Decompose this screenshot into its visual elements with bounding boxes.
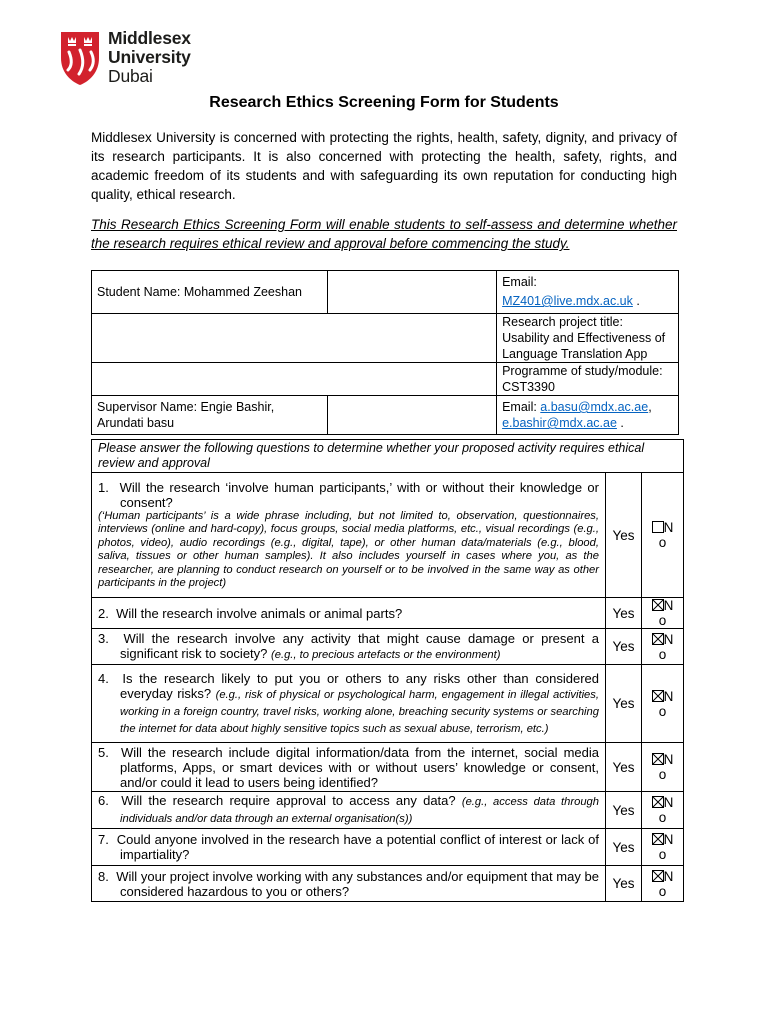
page-title: Research Ethics Screening Form for Students [209,94,559,111]
question-text [98,631,599,663]
no-label-bottom: o [658,810,667,825]
questions-header: Please answer the following questions to determine whether your proposed activity requires ethical review and approval [92,440,684,473]
no-checkbox[interactable] [652,521,664,533]
no-label-top: N [663,752,674,767]
no-label-bottom: o [658,535,667,550]
no-label-top: N [663,598,674,613]
no-label-bottom: o [658,847,667,862]
question-row [92,866,684,902]
empty-cell [92,314,497,363]
question-text [98,869,599,899]
university-crest-icon [60,30,100,86]
question-label: Will the research involve any activity that might cause damage or present a significant risk to society? [120,630,599,661]
checkbox-x-icon [653,834,663,844]
question-cell [92,629,606,665]
university-logo [60,30,191,86]
question-cell [92,866,606,902]
yes-label: Yes [612,839,635,855]
question-number: 5. [98,744,109,760]
no-checkbox-checked[interactable] [652,833,664,845]
no-checkbox-checked[interactable] [652,796,664,808]
question-number: 8. [98,868,109,884]
empty-cell [327,271,497,314]
question-number: 3. [98,630,109,646]
email-label: Email: [502,275,537,289]
question-number: 2. [98,605,109,621]
no-option[interactable] [642,598,684,629]
yes-option[interactable] [606,792,642,829]
question-number: 7. [98,832,109,847]
yes-option[interactable] [606,743,642,792]
question-text [98,606,599,621]
question-cell [92,665,606,743]
student-email-cell [497,271,679,314]
intro-emphasis-paragraph: This Research Ethics Screening Form will enable students to self-assess and determine whether the research requires ethical review and approval before commencing the study. [91,217,677,251]
yes-option[interactable] [606,473,642,598]
question-row [92,743,684,792]
yes-option[interactable] [606,866,642,902]
question-note: (e.g., to precious artefacts or the environment) [271,648,501,661]
yes-option[interactable] [606,665,642,743]
checkbox-x-icon [653,871,663,881]
checkbox-x-icon [653,754,663,764]
question-row [92,665,684,743]
student-email-link[interactable]: MZ401@live.mdx.ac.uk [502,294,633,308]
no-label-top: N [663,832,674,847]
question-note: (e.g., access data through individuals and/or data through an external organisation(s)) [120,796,599,825]
student-name-cell: Student Name: Mohammed Zeeshan [92,271,328,314]
question-label: Could anyone involved in the research have a potential conflict of interest or lack of impartiality? [116,832,599,862]
question-cell [92,473,606,598]
question-note: (‘Human participants’ is a wide phrase including, but not limited to, observation, questionnaires, interviews (online and hard-copy), focus groups, social media platforms, etc., visual recordings (e.g., photos, video), audio recordings (e.g., digital, tape), or other human data/materials (e.g., blood, saliva, tissues or other human samples). It also includes yourself in cases where you, as the researcher, are planning to conduct research on yourself or to be involved in the same way as other participants in the project) [98,509,599,589]
question-label: Will the research ‘involve human participants,’ with or without their knowledge or consent? [119,479,599,510]
yes-option[interactable] [606,598,642,629]
yes-label: Yes [612,759,635,775]
question-text [98,671,599,737]
yes-label: Yes [612,527,635,543]
logo-text [108,29,191,86]
question-cell [92,829,606,866]
no-label-top: N [663,688,674,704]
question-cell [92,743,606,792]
yes-label: Yes [612,639,635,654]
email-suffix: . [616,416,624,430]
no-option[interactable] [642,829,684,866]
logo-line-3: Dubai [108,66,153,86]
empty-cell [92,363,497,396]
question-text [98,793,599,827]
intro-paragraph: Middlesex University is concerned with protecting the rights, health, safety, dignity, and privacy of its research participants. It is also concerned with protecting the health, safety, rights, and academic freedom of its students and with safeguarding its own reputation for conducting high quality, ethical research. [91,130,677,202]
supervisor-email-link-2[interactable]: e.bashir@mdx.ac.ae [502,416,617,430]
no-label-bottom: o [658,646,667,662]
no-label-top: N [663,631,674,647]
no-label-bottom: o [658,613,667,628]
question-cell [92,598,606,629]
question-row [92,829,684,866]
no-checkbox-checked[interactable] [652,753,664,765]
question-text [98,745,599,790]
question-note: (e.g., risk of physical or psychological harm, engagement in illegal activities, working in a foreign country, travel risks, working alone, breaching security systems or searching the internet for data about highly sensitive topics such as sexual abuse, terrorism, etc.) [120,688,599,735]
yes-option[interactable] [606,629,642,665]
student-details-table [91,270,679,435]
no-label-bottom: o [658,883,667,899]
no-label-bottom: o [658,767,667,782]
question-text [98,480,599,510]
empty-cell [327,396,497,435]
no-option[interactable] [642,792,684,829]
no-option[interactable] [642,473,684,598]
question-row [92,792,684,829]
no-option[interactable] [642,629,684,665]
question-number: 1. [98,479,109,495]
question-row [92,598,684,629]
question-row [92,629,684,665]
supervisor-email-cell [497,396,679,435]
question-cell [92,792,606,829]
yes-label: Yes [612,802,635,818]
programme-cell: Programme of study/module: CST3390 [497,363,679,396]
question-label: Will the research involve animals or animal parts? [116,605,403,621]
yes-option[interactable] [606,829,642,866]
screening-questions-table [91,439,684,902]
no-label-top: N [663,520,674,535]
project-title-cell: Research project title: Usability and Effectiveness of Language Translation App [497,314,679,363]
question-label: Will the research include digital information/data from the internet, social media platforms, Apps, or smart devices with or without users’ knowledge or consent, and/or could it lead to users being identified? [120,744,599,790]
supervisor-email-label: Email: [502,400,541,414]
no-checkbox-checked[interactable] [652,690,664,702]
question-label: Will your project involve working with any substances and/or equipment that may be considered hazardous to you or others? [116,868,599,899]
logo-line-2: University [108,47,191,67]
supervisor-email-link-1[interactable]: a.basu@mdx.ac.ae [540,400,649,414]
email-separator: , [648,400,652,414]
question-row [92,473,684,598]
no-option[interactable] [642,866,684,902]
checkbox-x-icon [653,691,663,701]
yes-label: Yes [612,605,635,621]
checkbox-x-icon [653,600,663,610]
no-option[interactable] [642,743,684,792]
checkbox-x-icon [653,634,663,644]
no-label-bottom: o [658,703,667,719]
yes-label: Yes [612,696,635,711]
no-label-top: N [663,795,674,810]
question-label: Will the research require approval to access any data? [121,793,456,808]
question-number: 6. [98,793,109,808]
no-label-top: N [663,868,674,884]
checkbox-x-icon [653,797,663,807]
supervisor-name-cell: Supervisor Name: Engie Bashir, Arundati basu [92,396,328,435]
no-option[interactable] [642,665,684,743]
logo-line-1: Middlesex [108,28,191,48]
question-label: Is the research likely to put you or others to any risks other than considered everyday risks? [120,670,599,701]
no-checkbox-checked[interactable] [652,870,664,882]
email-suffix: . [632,294,640,308]
no-checkbox-checked[interactable] [652,599,664,611]
yes-label: Yes [612,876,635,891]
no-checkbox-checked[interactable] [652,633,664,645]
question-number: 4. [98,670,109,686]
question-text [98,832,599,862]
